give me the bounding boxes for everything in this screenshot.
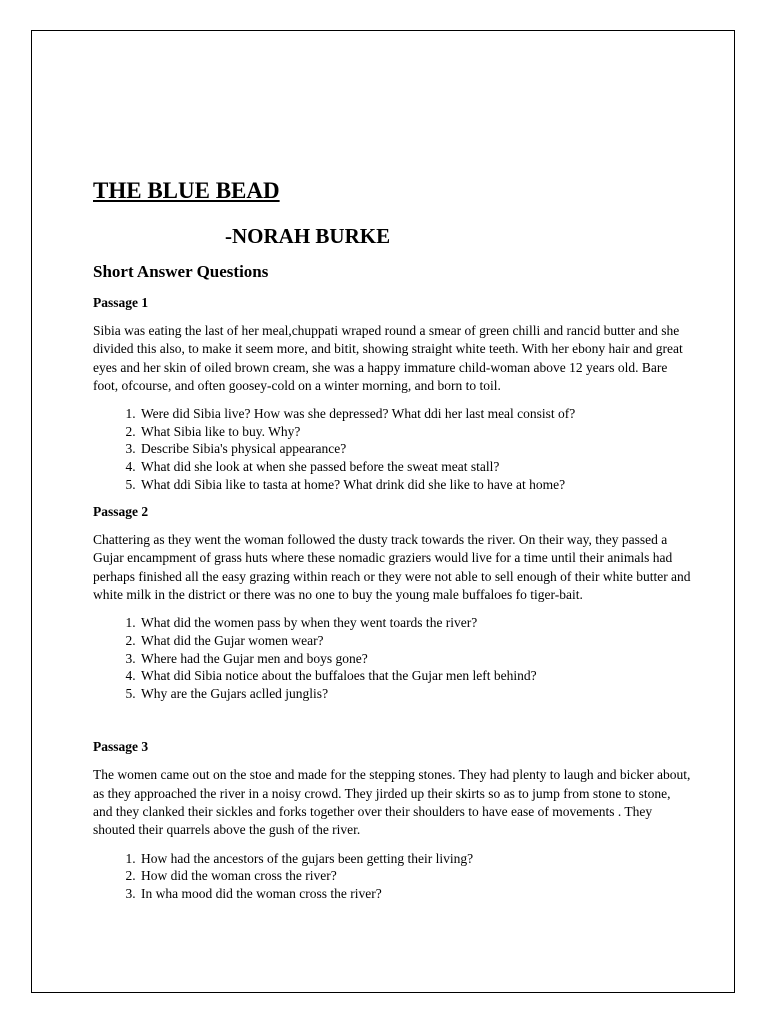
question-item: 4. What did she look at when she passed before the sweat meat stall?	[139, 458, 693, 476]
passage-label: Passage 2	[93, 504, 149, 520]
question-item: 3. Describe Sibia's physical appearance?	[139, 440, 693, 458]
passage-text: Sibia was eating the last of her meal,chuppati wraped round a smear of green chilli and rancid butter and she divided this also, to make it seem more, and bitit, showing straight white teeth. With her ebony hair and great eyes and her skin of oiled brown cream, she was a happy immature child-woman above 12 years old. Bare foot, ofcourse, and often goosey-cold on a winter morning, and born to toil.	[93, 323, 683, 393]
section-heading: Short Answer Questions	[93, 262, 269, 281]
question-item: 2. How did the woman cross the river?	[139, 867, 693, 885]
question-item: 1. What did the women pass by when they went toards the river?	[139, 614, 693, 632]
question-item: 3. In wha mood did the woman cross the river?	[139, 885, 693, 903]
question-item: 4. What did Sibia notice about the buffaloes that the Gujar men left behind?	[139, 667, 693, 685]
passage-3	[93, 738, 693, 902]
question-item: 1. How had the ancestors of the gujars been getting their living?	[139, 850, 693, 868]
question-list	[93, 850, 693, 903]
question-item: 3. Where had the Gujar men and boys gone?	[139, 650, 693, 668]
question-list	[93, 614, 693, 702]
passage-2	[93, 503, 693, 702]
passage-1	[93, 294, 693, 493]
question-item: 1. Were did Sibia live? How was she depressed? What ddi her last meal consist of?	[139, 405, 693, 423]
passage-text: The women came out on the stoe and made for the stepping stones. They had plenty to laugh and bicker about, as they approached the river in a noisy crowd. They jirded up their skirts so as to jump from stone to stone, and they clanked their sickles and forks together over their shoulders to have ease of movements . They shouted their quarrels above the gush of the river.	[93, 767, 691, 838]
question-item: 2. What did the Gujar women wear?	[139, 632, 693, 650]
document-author: -NORAH BURKE	[225, 224, 391, 248]
passage-label: Passage 3	[93, 739, 149, 755]
question-item: 2. What Sibia like to buy. Why?	[139, 423, 693, 441]
question-item: 5. Why are the Gujars aclled junglis?	[139, 685, 693, 703]
document-content	[93, 176, 693, 902]
passage-text: Chattering as they went the woman followed the dusty track towards the river. On their way, they passed a Gujar encampment of grass huts where these nomadic graziers would live for a time until their animals had perhaps finished all the easy grazing within reach or they were not able to sell enough of their white butter and white milk in the district or there was no one to buy the young male buffaloes fo tiger-bait.	[93, 532, 691, 603]
document-title: THE BLUE BEAD	[93, 178, 280, 203]
question-list	[93, 405, 693, 493]
passage-label: Passage 1	[93, 295, 149, 310]
question-item: 5. What ddi Sibia like to tasta at home? What drink did she like to have at home?	[139, 476, 693, 494]
